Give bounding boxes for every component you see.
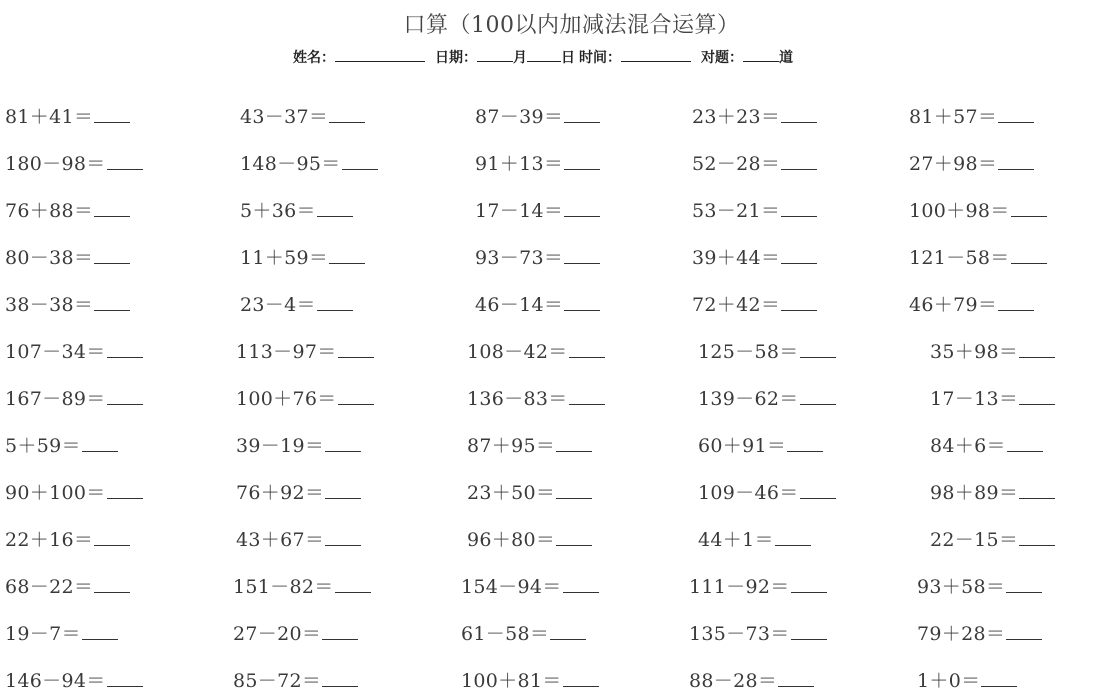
problem-expression: 76＋92＝ <box>236 482 325 504</box>
answer-blank[interactable] <box>325 482 361 499</box>
problem-expression: 80－38＝ <box>5 247 94 269</box>
correct-unit: 道 <box>779 50 793 66</box>
problem-item <box>475 102 600 129</box>
answer-blank[interactable] <box>94 247 130 264</box>
problem-item <box>475 149 600 176</box>
problem-expression: 72＋42＝ <box>692 294 781 316</box>
answer-blank[interactable] <box>107 341 143 358</box>
problem-item <box>909 102 1034 129</box>
problem-expression: 11＋59＝ <box>240 247 329 269</box>
answer-blank[interactable] <box>1019 482 1055 499</box>
answer-blank[interactable] <box>556 529 592 546</box>
problem-item <box>698 384 836 411</box>
problem-expression: 81＋57＝ <box>909 106 998 128</box>
problem-item <box>698 478 836 505</box>
problem-expression: 84＋6＝ <box>930 435 1006 457</box>
answer-blank[interactable] <box>107 388 143 405</box>
problem-expression: 5＋59＝ <box>5 435 81 457</box>
answer-blank[interactable] <box>1007 435 1043 452</box>
problem-expression: 108－42＝ <box>467 341 568 363</box>
answer-blank[interactable] <box>1006 623 1042 640</box>
answer-blank[interactable] <box>94 529 130 546</box>
problem-item <box>5 525 130 552</box>
problem-expression: 91＋13＝ <box>475 153 564 175</box>
problem-item <box>5 243 130 270</box>
problem-expression: 135－73＝ <box>689 623 790 645</box>
problem-item <box>930 525 1055 552</box>
problem-expression: 27＋98＝ <box>909 153 998 175</box>
problem-expression: 46－14＝ <box>475 294 564 316</box>
answer-blank[interactable] <box>998 106 1034 123</box>
problem-item <box>5 102 130 129</box>
problem-expression: 93－73＝ <box>475 247 564 269</box>
problem-expression: 39－19＝ <box>236 435 325 457</box>
name-label: 姓名： <box>293 50 335 66</box>
problem-expression: 76＋88＝ <box>5 200 94 222</box>
answer-blank[interactable] <box>800 388 836 405</box>
answer-blank[interactable] <box>82 623 118 640</box>
problem-item <box>909 290 1034 317</box>
day-label: 日 <box>561 50 575 66</box>
problem-item <box>240 149 378 176</box>
problem-item <box>692 243 817 270</box>
answer-blank[interactable] <box>107 670 143 687</box>
answer-blank[interactable] <box>335 576 371 593</box>
answer-blank[interactable] <box>317 294 353 311</box>
problem-item <box>5 384 143 411</box>
problem-expression: 109－46＝ <box>698 482 799 504</box>
answer-blank[interactable] <box>338 388 374 405</box>
problem-expression: 22＋16＝ <box>5 529 94 551</box>
problem-item <box>930 337 1055 364</box>
answer-blank[interactable] <box>563 670 599 687</box>
problem-expression: 93＋58＝ <box>917 576 1006 598</box>
problem-expression: 60＋91＝ <box>698 435 787 457</box>
answer-blank[interactable] <box>791 576 827 593</box>
problem-item <box>5 337 143 364</box>
problem-item <box>475 196 600 223</box>
answer-blank[interactable] <box>781 247 817 264</box>
answer-blank[interactable] <box>94 106 130 123</box>
problem-item <box>917 572 1042 599</box>
answer-blank[interactable] <box>998 153 1034 170</box>
problem-item <box>240 102 365 129</box>
problem-expression: 52－28＝ <box>692 153 781 175</box>
answer-blank[interactable] <box>564 247 600 264</box>
answer-blank[interactable] <box>107 482 143 499</box>
problem-item <box>5 572 130 599</box>
answer-blank[interactable] <box>564 106 600 123</box>
problem-item <box>930 384 1055 411</box>
answer-blank[interactable] <box>564 294 600 311</box>
problem-item <box>5 149 143 176</box>
problem-item <box>475 243 600 270</box>
problem-expression: 19－7＝ <box>5 623 81 645</box>
problem-expression: 148－95＝ <box>240 153 341 175</box>
problem-expression: 100＋98＝ <box>909 200 1010 222</box>
problem-expression: 180－98＝ <box>5 153 106 175</box>
problem-expression: 139－62＝ <box>698 388 799 410</box>
answer-blank[interactable] <box>569 388 605 405</box>
answer-blank[interactable] <box>82 435 118 452</box>
problem-expression: 53－21＝ <box>692 200 781 222</box>
problem-item <box>5 196 130 223</box>
answer-blank[interactable] <box>564 200 600 217</box>
problem-item <box>698 337 836 364</box>
problem-item <box>692 102 817 129</box>
answer-blank[interactable] <box>1011 247 1047 264</box>
problem-expression: 43＋67＝ <box>236 529 325 551</box>
problem-item <box>467 525 592 552</box>
time-label: 时间： <box>579 50 621 66</box>
page-title: 口算（100以内加减法混合运算） <box>403 13 740 38</box>
problem-item <box>692 196 817 223</box>
answer-blank[interactable] <box>781 153 817 170</box>
problem-expression: 46＋79＝ <box>909 294 998 316</box>
problem-item <box>236 337 374 364</box>
problem-expression: 68－22＝ <box>5 576 94 598</box>
problem-item <box>461 619 586 646</box>
problem-expression: 79＋28＝ <box>917 623 1006 645</box>
answer-blank[interactable] <box>107 153 143 170</box>
problem-item <box>233 572 371 599</box>
answer-blank[interactable] <box>564 153 600 170</box>
problem-item <box>233 619 358 646</box>
answer-blank[interactable] <box>325 529 361 546</box>
problem-expression: 81＋41＝ <box>5 106 94 128</box>
answer-blank[interactable] <box>94 200 130 217</box>
answer-blank[interactable] <box>342 153 378 170</box>
answer-blank[interactable] <box>329 106 365 123</box>
problem-expression: 61－58＝ <box>461 623 550 645</box>
problem-item <box>236 478 361 505</box>
answer-blank[interactable] <box>317 200 353 217</box>
answer-blank[interactable] <box>981 670 1017 687</box>
month-label: 月 <box>513 50 527 66</box>
problem-expression: 22－15＝ <box>930 529 1019 551</box>
problem-expression: 151－82＝ <box>233 576 334 598</box>
problem-item <box>467 384 605 411</box>
answer-blank[interactable] <box>325 435 361 452</box>
problem-expression: 5＋36＝ <box>240 200 316 222</box>
answer-blank[interactable] <box>556 435 592 452</box>
problem-item <box>467 337 605 364</box>
problem-expression: 85－72＝ <box>233 670 322 692</box>
problem-expression: 100＋76＝ <box>236 388 337 410</box>
problem-expression: 23＋23＝ <box>692 106 781 128</box>
answer-blank[interactable] <box>94 294 130 311</box>
problem-item <box>240 243 365 270</box>
problem-expression: 44＋1＝ <box>698 529 774 551</box>
answer-blank[interactable] <box>1011 200 1047 217</box>
problem-expression: 146－94＝ <box>5 670 106 692</box>
problem-expression: 88－28＝ <box>689 670 778 692</box>
problem-expression: 167－89＝ <box>5 388 106 410</box>
problem-expression: 113－97＝ <box>236 341 337 363</box>
problem-item <box>467 431 592 458</box>
problem-item <box>5 290 130 317</box>
problem-item <box>5 478 143 505</box>
problem-expression: 100＋81＝ <box>461 670 562 692</box>
answer-blank[interactable] <box>778 670 814 687</box>
problem-item <box>240 290 353 317</box>
answer-blank[interactable] <box>322 670 358 687</box>
answer-blank[interactable] <box>322 623 358 640</box>
problem-item <box>698 525 811 552</box>
problem-expression: 17－14＝ <box>475 200 564 222</box>
answer-blank[interactable] <box>998 294 1034 311</box>
problem-item <box>461 572 599 599</box>
problem-item <box>917 619 1042 646</box>
problem-expression: 90＋100＝ <box>5 482 106 504</box>
problem-item <box>236 384 374 411</box>
problem-expression: 38－38＝ <box>5 294 94 316</box>
problem-item <box>930 431 1043 458</box>
answer-blank[interactable] <box>1019 341 1055 358</box>
date-label: 日期： <box>435 50 477 66</box>
problem-item <box>689 572 827 599</box>
answer-blank[interactable] <box>1019 388 1055 405</box>
answer-blank[interactable] <box>550 623 586 640</box>
answer-blank[interactable] <box>1019 529 1055 546</box>
problem-expression: 1＋0＝ <box>917 670 981 692</box>
correct-label: 对题： <box>701 50 743 66</box>
problem-item <box>236 525 361 552</box>
problem-item <box>909 196 1047 223</box>
problem-expression: 107－34＝ <box>5 341 106 363</box>
problem-expression: 17－13＝ <box>930 388 1019 410</box>
problem-expression: 87－39＝ <box>475 106 564 128</box>
problem-expression: 96＋80＝ <box>467 529 556 551</box>
answer-blank[interactable] <box>800 341 836 358</box>
problem-item <box>698 431 823 458</box>
problem-item <box>930 478 1055 505</box>
answer-blank[interactable] <box>94 576 130 593</box>
answer-blank[interactable] <box>569 341 605 358</box>
problem-expression: 111－92＝ <box>689 576 790 598</box>
answer-blank[interactable] <box>329 247 365 264</box>
answer-blank[interactable] <box>781 200 817 217</box>
problem-expression: 98＋89＝ <box>930 482 1019 504</box>
problem-expression: 87＋95＝ <box>467 435 556 457</box>
problem-item <box>5 619 118 646</box>
problem-item <box>475 290 600 317</box>
problem-expression: 43－37＝ <box>240 106 329 128</box>
answer-blank[interactable] <box>781 106 817 123</box>
problem-item <box>692 290 817 317</box>
problem-expression: 27－20＝ <box>233 623 322 645</box>
problem-expression: 23－4＝ <box>240 294 316 316</box>
answer-blank[interactable] <box>563 576 599 593</box>
answer-blank[interactable] <box>1006 576 1042 593</box>
answer-blank[interactable] <box>800 482 836 499</box>
problem-expression: 154－94＝ <box>461 576 562 598</box>
problem-expression: 136－83＝ <box>467 388 568 410</box>
answer-blank[interactable] <box>781 294 817 311</box>
problem-item <box>909 149 1034 176</box>
problem-expression: 23＋50＝ <box>467 482 556 504</box>
problem-item <box>236 431 361 458</box>
problem-item <box>689 619 827 646</box>
answer-blank[interactable] <box>338 341 374 358</box>
problem-item <box>240 196 353 223</box>
problem-item <box>692 149 817 176</box>
problem-expression: 121－58＝ <box>909 247 1010 269</box>
answer-blank[interactable] <box>791 623 827 640</box>
answer-blank[interactable] <box>775 529 811 546</box>
problem-expression: 35＋98＝ <box>930 341 1019 363</box>
answer-blank[interactable] <box>556 482 592 499</box>
problem-item <box>5 431 118 458</box>
problem-item <box>909 243 1047 270</box>
problem-expression: 125－58＝ <box>698 341 799 363</box>
problem-item <box>467 478 592 505</box>
problem-expression: 39＋44＝ <box>692 247 781 269</box>
answer-blank[interactable] <box>787 435 823 452</box>
